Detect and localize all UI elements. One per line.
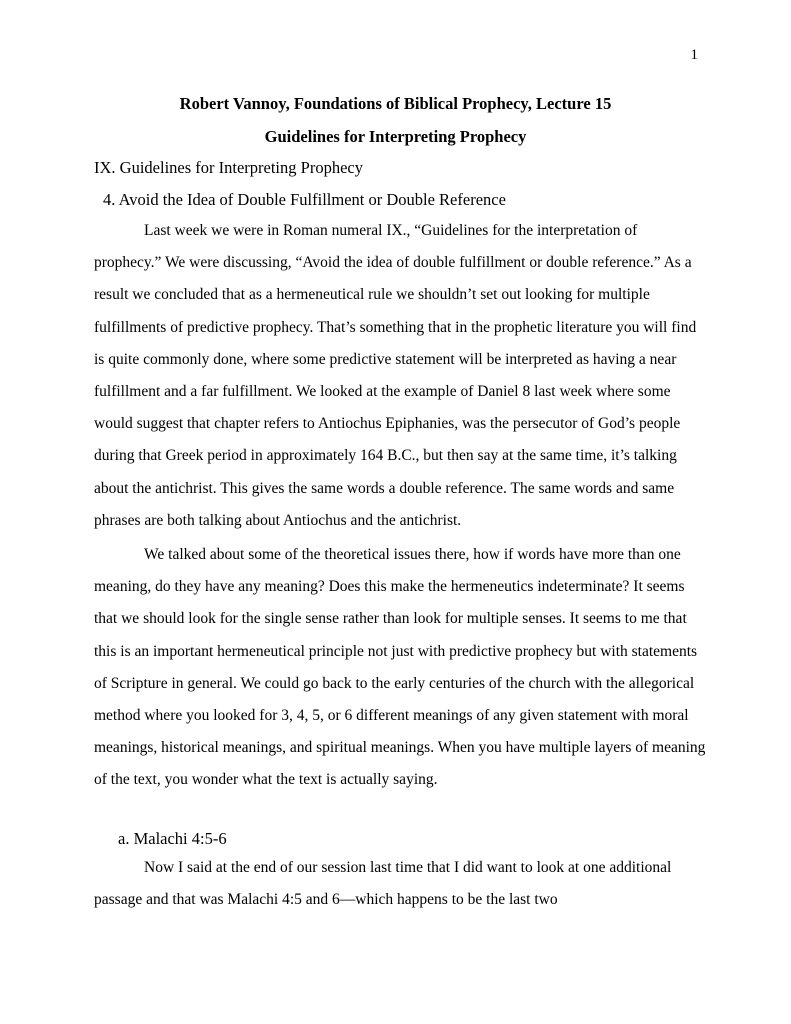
paragraph-text: Last week we were in Roman numeral IX., “Guidelines for the interpretation of prophecy.” We were discussing, “Avoid the idea of double fulfillment or double reference.” As a result we concluded that as a hermeneutical rule we shouldn’t set out looking for multiple fulfillments of predictive prophecy. That’s something that in the prophetic literature you will find is quite commonly done, where some predictive statement will be interpreted as having a near fulfillment and a far fulfillment. We looked at the example of Daniel 8 last week where some would suggest that chapter refers to Antiochus Epiphanies, was the persecutor of God’s people during that Greek period in approximately 164 B.C., but then say at the same time, it’s talking about the antichrist. This gives the same words a double reference. The same words and same phrases are both talking about Antiochus and the antichrist. bbox=[94, 222, 697, 529]
sub-point-heading: a. Malachi 4:5-6 bbox=[118, 829, 227, 848]
subsection-heading: 4. Avoid the Idea of Double Fulfillment or Double Reference bbox=[103, 190, 506, 209]
paragraph-text: Now I said at the end of our session last time that I did want to look at one additional passage and that was Malachi 4:5 and 6—which happens to be the last two bbox=[94, 859, 672, 909]
paragraph-text: We talked about some of the theoretical issues there, how if words have more than one meaning, do they have any meaning? Does this make the hermeneutics indeterminate? It seems that we should look for the single sense rather than look for multiple senses. It seems to me that this is an important hermeneutical principle not just with predictive prophecy but with statements of Scripture in general. We could go back to the early centuries of the church with the allegorical method where you looked for 3, 4, 5, or 6 different meanings of any given statement with moral meanings, historical meanings, and spiritual meanings. When you have multiple layers of meaning of the text, you wonder what the text is actually saying. bbox=[94, 546, 706, 789]
section-heading: IX. Guidelines for Interpreting Prophecy bbox=[94, 158, 363, 177]
body-paragraph bbox=[94, 852, 706, 916]
lecture-subtitle: Guidelines for Interpreting Prophecy bbox=[264, 127, 527, 146]
body-paragraph bbox=[94, 539, 706, 797]
lecture-title: Robert Vannoy, Foundations of Biblical Prophecy, Lecture 15 bbox=[179, 94, 612, 113]
page-number: 1 bbox=[690, 47, 698, 63]
body-paragraph bbox=[94, 215, 706, 537]
